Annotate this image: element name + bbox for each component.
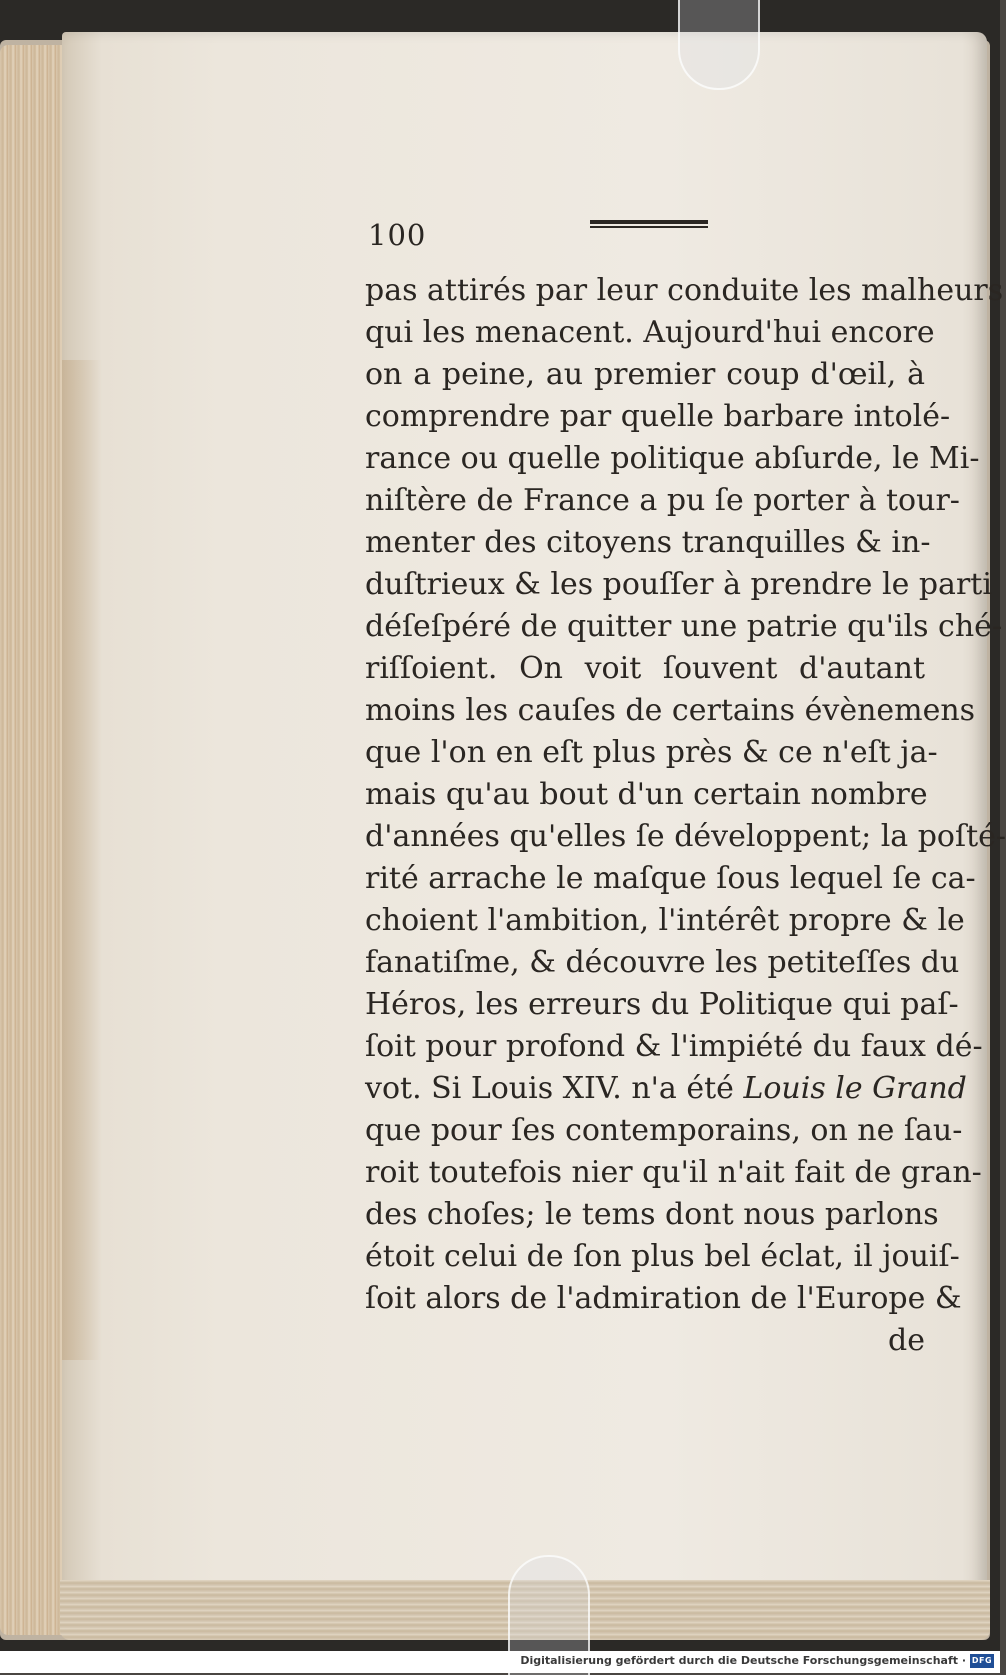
- digitization-credit: Digitalisierung gefördert durch die Deutsche Forschungsgemeinschaft ·: [520, 1654, 966, 1667]
- text-line: qui les menacent. Aujourd'hui encore: [365, 315, 935, 350]
- text-line: riſſoient. On voit ſouvent d'autant: [365, 651, 925, 686]
- text-line: niſtère de France a pu ſe porter à tour-: [365, 483, 960, 518]
- body-text: [365, 270, 1006, 1362]
- text-line: rance ou quelle politique abſurde, le Mi-: [365, 441, 980, 476]
- text-line: d'années qu'elles ſe développent; la poſté-: [365, 819, 1006, 854]
- text-line: choient l'ambition, l'intérêt propre & le: [365, 903, 965, 938]
- text-line: ſoit pour profond & l'impiété du faux dé-: [365, 1029, 983, 1064]
- text-line: que pour ſes contemporains, on ne ſau-: [365, 1113, 963, 1148]
- text-line: menter des citoyens tranquilles & in-: [365, 525, 931, 560]
- text-line: déſeſpéré de quitter une patrie qu'ils ché-: [365, 609, 1003, 644]
- text-line: fanatiſme, & découvre les petiteſſes du: [365, 945, 960, 980]
- text-line: des choſes; le tems dont nous parlons: [365, 1197, 939, 1232]
- text-line: moins les cauſes de certains évènemens: [365, 693, 976, 728]
- text-line-start: vot. Si Louis XIV. n'a été: [365, 1071, 734, 1106]
- page-stain: [62, 360, 102, 1360]
- catchword: de: [888, 1323, 925, 1358]
- text-line: Héros, les erreurs du Politique qui paſ-: [365, 987, 959, 1022]
- text-line: roit toutefois nier qu'il n'ait fait de gran-: [365, 1155, 982, 1190]
- top-clip-icon: [678, 0, 760, 90]
- page-number: 100: [368, 218, 427, 252]
- dfg-logo-icon: DFG: [970, 1654, 994, 1668]
- text-line: pas attirés par leur conduite les malheurs: [365, 273, 1004, 308]
- text-line: comprendre par quelle barbare intolé-: [365, 399, 951, 434]
- text-line: que l'on en eſt plus près & ce n'eſt ja-: [365, 735, 938, 770]
- text-line-with-italic: [365, 1068, 967, 1110]
- text-line: ſoit alors de l'admiration de l'Europe &: [365, 1281, 962, 1316]
- text-line: duſtrieux & les pouſſer à prendre le parti: [365, 567, 992, 602]
- italic-phrase: Louis le Grand: [743, 1071, 967, 1106]
- text-line: rité arrache le maſque ſous lequel ſe ca-: [365, 861, 976, 896]
- text-line: étoit celui de ſon plus bel éclat, il jouiſ-: [365, 1239, 960, 1274]
- text-line: on a peine, au premier coup d'œil, à: [365, 357, 925, 392]
- header-rule: [590, 220, 708, 230]
- text-line: mais qu'au bout d'un certain nombre: [365, 777, 928, 812]
